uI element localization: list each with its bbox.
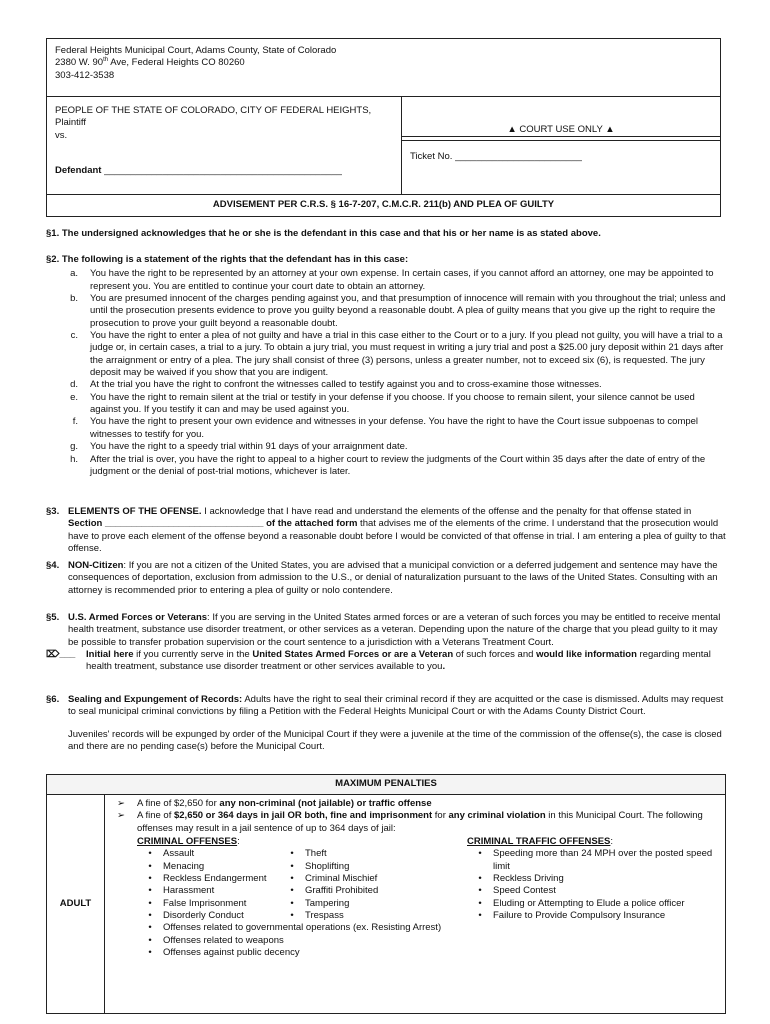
section-3 [46, 506, 726, 555]
section-3-text [68, 506, 726, 555]
offense-name: Graffiti Prohibited [305, 885, 379, 897]
bullet-icon: • [148, 848, 152, 860]
pointer-icon: ⌦ [46, 649, 60, 661]
item-text: You have the right to a speedy trial within 91 days of your arraignment date. [90, 441, 408, 453]
caption-box [46, 38, 721, 217]
offense-name: Criminal Mischief [305, 873, 378, 885]
offense-name: Trespass [305, 910, 344, 922]
offense-name: Theft [305, 848, 327, 860]
bullet-icon: • [290, 885, 294, 897]
list-item [467, 910, 717, 922]
bullet-icon: • [478, 897, 482, 909]
offense-name: Shoplifting [305, 860, 350, 872]
bullet-icon: • [148, 947, 152, 959]
bullet-icon: • [290, 897, 294, 909]
item-letter: b. [70, 293, 78, 305]
offense-name: Offenses related to weapons [163, 934, 284, 946]
parties-block [47, 97, 402, 194]
section-6-text-body: Adults have the right to seal their criminal record if they are acquitted or the case is dismissed. Adults may request to seal municipal criminal convictions by filing a Petition with the Federal Heights Municipal Court or with the Adams County District Court. [68, 694, 724, 718]
section-4 [46, 560, 726, 597]
bullet-icon: • [478, 848, 482, 860]
offense-name: Menacing [163, 860, 205, 872]
list-item [467, 898, 717, 910]
list-item [46, 293, 726, 330]
traffic-heading [467, 836, 717, 848]
item-letter: g. [70, 441, 78, 453]
section-6-text [68, 694, 726, 719]
penalty-text-2 [137, 810, 717, 835]
initial-t3: regarding mental health treatment, substance use disorder treatment or other services available to you [86, 649, 711, 673]
offense-name: Eluding or Attempting to Elude a police officer [493, 897, 685, 909]
penalties-table [46, 774, 726, 1014]
court-phone: 303-412-3538 [55, 69, 115, 81]
defendant-blank[interactable]: _____________________________________________ [104, 165, 342, 176]
traffic-colon: : [610, 836, 614, 848]
section-3-num: §3. [46, 506, 60, 517]
doc-title-text: ADVISEMENT PER C.R.S. § 16-7-207, C.M.C.R. 211(b) AND PLEA OF GUILTY [212, 199, 555, 211]
list-item [137, 922, 467, 934]
court-address [55, 57, 712, 70]
offense-name: Speeding more than 24 MPH over the posted speed limit [493, 848, 713, 872]
offense-name: Speed Contest [493, 885, 556, 897]
offense-name: Reckless Driving [493, 873, 564, 885]
traffic-heading-text: CRIMINAL TRAFFIC OFFENSES [467, 836, 611, 848]
criminal-offenses [137, 836, 467, 959]
offense-name: Failure to Provide Compulsory Insurance [493, 910, 666, 922]
list-item [137, 935, 467, 947]
item-letter: h. [70, 453, 78, 465]
section-3-text2: that advises me of the elements of the crime. I understand that the prosecution would have to prove each element of the offense beyond a reasonable doubt before I would be convicted of that offense in trial. I am entering a plea of guilty to that offense. [68, 518, 726, 555]
list-item [46, 330, 726, 379]
item-letter: c. [70, 330, 78, 342]
penalty-text-1 [137, 798, 432, 810]
section-4-body [46, 560, 726, 597]
rights-list [46, 268, 726, 478]
penalty-2-post: in this Municipal Court. The following offenses may result in a jail sentence of up to 364 days of jail: [137, 810, 703, 834]
initial-field[interactable] [46, 649, 86, 674]
criminal-two-col [137, 848, 467, 922]
offense-name: Offenses against public decency [163, 947, 300, 959]
list-item [279, 885, 459, 897]
section-6 [46, 694, 726, 753]
section-5-text [68, 612, 726, 649]
court-address-pre: 2380 W. 90 [55, 57, 104, 69]
list-item [46, 441, 726, 453]
initial-text [86, 649, 726, 674]
initial-blank[interactable]: ___ [59, 649, 76, 661]
list-item [46, 416, 726, 441]
list-item [46, 379, 726, 391]
criminal-col-2 [279, 848, 459, 922]
court-use-only [402, 121, 720, 141]
section-5-head: U.S. Armed Forces or Veterans [68, 612, 208, 623]
bullet-icon: • [290, 873, 294, 885]
criminal-heading [137, 836, 467, 848]
penalty-2-mid: for [432, 810, 449, 822]
defendant-label: Defendant [55, 165, 102, 176]
item-text: After the trial is over, you have the right to appeal to a higher court to review the judgments of the Court within 35 days after the date of entry of the judgment or the denial of post-trial motions, whichever is later. [90, 453, 706, 477]
penalties-heading: MAXIMUM PENALTIES [47, 775, 725, 795]
bullet-icon: • [148, 885, 152, 897]
defendant-field[interactable] [55, 165, 342, 177]
offense-name: Reckless Endangerment [163, 873, 267, 885]
penalties-body [47, 795, 725, 1013]
initial-b2: would like information [536, 649, 637, 661]
offense-name: Offenses related to governmental operations (ex. Resisting Arrest) [163, 922, 442, 934]
item-text: You are presumed innocent of the charges pending against you, and that presumption of innocence will remain with you throughout the trial; unless and until the prosecution presents evidence to prove you guilty beyond a reasonable doubt. A plea of guilty means that you give up the right to require the prosecution to prove your guilt beyond a reasonable doubt. [90, 293, 726, 329]
list-item [467, 873, 717, 885]
list-item [137, 885, 279, 897]
bullet-icon: • [148, 860, 152, 872]
item-text: You have the right to present your own evidence and witnesses in your defense. You have the right to have the Court issue subpoenas to compel witnesses to testify for you. [90, 416, 699, 440]
item-text: You have the right to be represented by an attorney at your own expense. In certain cases, if you cannot afford an attorney, one may be appointed to represent you. You are entitled to continue your court date to obtain an attorney. [90, 268, 714, 292]
section-5-body [46, 612, 726, 649]
section-4-text [68, 560, 726, 597]
juvenile-paragraph: Juveniles' records will be expunged by order of the Municipal Court if they were a juvenile at the time of the commission of the offense(s), the case is closed and there are no pending case(s) before the Municipal Court. [68, 728, 722, 753]
attached-form-label: of the attached form [263, 518, 358, 530]
offense-name: Disorderly Conduct [163, 910, 244, 922]
section-3-head: ELEMENTS OF THE OFENSE. [68, 506, 202, 517]
section-6-num: §6. [46, 694, 60, 705]
court-info [47, 39, 720, 97]
arrow-icon: ➢ [117, 810, 125, 822]
list-item [137, 873, 279, 885]
list-item [137, 848, 279, 860]
section-5-text-body: : If you are serving in the United States armed forces or are a veteran of such forces you may be entitled to receive mental health treatment, substance use disorder treatment, or other services as a veteran. Depending upon the nature of the charge that you plead guilty to it may be possible to transfer probation supervision or the court sentence to a jurisdiction with a Veterans Treatment Court. [68, 612, 721, 648]
arrow-icon: ➢ [117, 798, 125, 809]
court-use-only-label: ▲ COURT USE ONLY ▲ [507, 124, 615, 136]
penalty-1-pre: A fine of $2,650 for [137, 798, 220, 809]
parties-row [47, 97, 720, 194]
penalty-2-bold2: any criminal violation [448, 810, 546, 822]
bullet-icon: • [290, 910, 294, 922]
vs-label: vs. [55, 129, 68, 141]
list-item [467, 885, 717, 897]
list-item [137, 898, 279, 910]
bullet-icon: • [148, 922, 152, 934]
penalty-2-pre: A fine of [137, 810, 174, 822]
list-item [46, 392, 726, 417]
section-6-head: Sealing and Expungement of Records: [68, 694, 243, 705]
list-item [279, 861, 459, 873]
initial-t1: if you currently serve in the [133, 649, 253, 661]
list-item [137, 910, 279, 922]
initial-b1: United States Armed Forces or are a Veteran [252, 649, 454, 661]
list-item [279, 848, 459, 860]
initial-end: . [442, 661, 446, 673]
item-letter: a. [70, 268, 78, 280]
bullet-icon: • [478, 873, 482, 885]
offense-columns [113, 836, 717, 959]
bullet-icon: • [478, 885, 482, 897]
penalty-1-bold: any non-criminal (not jailable) or traffic offense [219, 798, 432, 809]
list-item [46, 454, 726, 479]
penalties-content [105, 795, 725, 1013]
bullet-icon: • [290, 860, 294, 872]
section-label: Section [68, 518, 103, 530]
bullet-icon: • [148, 897, 152, 909]
item-letter: d. [70, 379, 78, 391]
item-text: You have the right to enter a plea of not guilty and have a trial in this case either to the Court or to a jury. If you plead not guilty, you will have a trial to a judge or, in certain cases, a trial to a jury. To obtain a jury trial, you must request in writing a jury trial and post a $25.00 jury deposit within 21 days after the arraignment or entry of a plea. The jury shall consist of three (3) persons, unless a greater number, not to exceed six (6), is requested. The jury deposit may be waived if you show that you are indigent. [90, 330, 724, 379]
ticket-field[interactable] [402, 141, 720, 173]
section-2-heading: §2. The following is a statement of the rights that the defendant has in this case: [46, 254, 409, 265]
section-6-body [46, 694, 726, 719]
section-4-text-body: : If you are not a citizen of the United States, you are advised that a municipal conviction or a deferred judgement and sentence may have the consequences of deportation, exclusion from admission to the U.S., or denial of naturalization pursuant to the laws of the United States. Consulting with an attorney is recommended prior to entering a plea of guilty or nolo contendere. [68, 560, 718, 596]
criminal-col-1 [137, 848, 279, 922]
traffic-offenses [467, 836, 717, 959]
list-item [279, 910, 459, 922]
list-item [137, 947, 467, 959]
list-item [279, 898, 459, 910]
initial-row [46, 649, 726, 674]
offense-name: False Imprisonment [163, 897, 247, 909]
penalty-2-bold1: $2,650 or 364 days in jail OR both, fine and imprisonment [173, 810, 433, 822]
court-use-block [402, 97, 720, 194]
bullet-icon: • [148, 934, 152, 946]
offense-name: Assault [163, 848, 195, 860]
section-1: §1. The undersigned acknowledges that he or she is the defendant in this case and that his or her name is as stated above. [46, 228, 601, 239]
item-letter: f. [72, 416, 78, 428]
bullet-icon: • [148, 873, 152, 885]
penalty-item-1 [113, 798, 717, 810]
item-text: At the trial you have the right to confront the witnesses called to testify against you and to cross-examine those witnesses. [90, 379, 602, 391]
section-4-head: NON-Citizen [68, 560, 124, 571]
ticket-blank[interactable]: ________________________ [455, 151, 582, 162]
section-2 [46, 254, 726, 478]
section-4-num: §4. [46, 560, 60, 571]
penalty-item-2 [113, 810, 717, 835]
list-item [279, 873, 459, 885]
section-5 [46, 612, 726, 674]
plaintiff-label: Plaintiff [55, 117, 86, 129]
criminal-heading-text: CRIMINAL OFFENSES [137, 836, 238, 848]
court-address-sup: th [103, 57, 109, 64]
item-letter: e. [70, 391, 78, 403]
initial-t2: of such forces and [453, 649, 537, 661]
list-item [137, 861, 279, 873]
offense-name: Tampering [305, 897, 350, 909]
court-address-post: Ave, Federal Heights CO 80260 [108, 57, 245, 69]
ticket-label: Ticket No. [410, 151, 453, 162]
section-3-body [46, 506, 726, 555]
bullet-icon: • [148, 910, 152, 922]
section-5-num: §5. [46, 612, 60, 623]
list-item [467, 848, 717, 873]
court-name: Federal Heights Municipal Court, Adams County, State of Colorado [55, 45, 337, 56]
item-text: You have the right to remain silent at the trial or testify in your defense if you choose. If you choose to remain silent, your silence cannot be used against you. If you testify it can and may be used against you. [90, 391, 695, 416]
people-line: PEOPLE OF THE STATE OF COLORADO, CITY OF FEDERAL HEIGHTS, [55, 105, 372, 116]
section-blank[interactable]: ______________________________ [102, 518, 264, 530]
offense-name: Harassment [163, 885, 215, 897]
list-item [46, 268, 726, 293]
initial-here-label: Initial here [86, 649, 134, 661]
section-3-text1: I acknowledge that I have read and understand the elements of the offense and the penalty for that offense stated in [201, 506, 692, 517]
bullet-icon: • [478, 910, 482, 922]
bullet-icon: • [290, 848, 294, 860]
adult-label: ADULT [47, 795, 105, 1013]
criminal-colon: : [237, 836, 240, 848]
doc-title [47, 194, 720, 216]
